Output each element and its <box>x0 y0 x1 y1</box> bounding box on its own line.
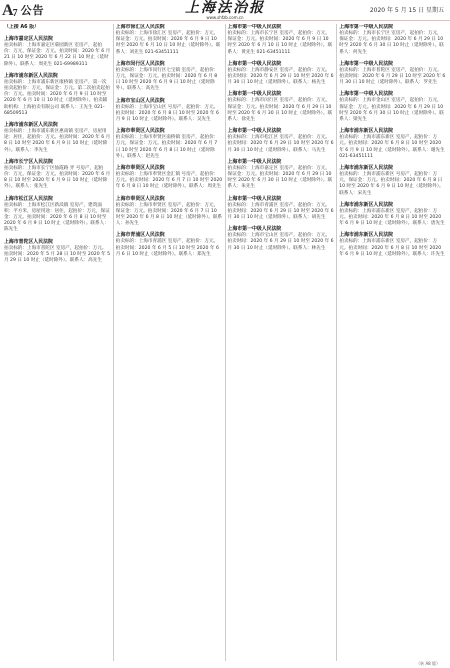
notice-body: 拍卖标的：上海市金山区 室房产，起拍价：万元，保证金：万元。拍卖时间：2020 年 6 月 29 日 10 时至 2020 年 6 月 30 日 10 时止（延时除外）。联系人：梁先生 <box>339 98 444 123</box>
page-header <box>0 0 450 21</box>
notice-body: 拍卖标的：上海市浦东新区康桥镇 室房产，第一次拍卖起拍价：万元，保证金：万元。第二次拍卖起拍价：万元。拍卖时间：2020 年 6 月 9 日 10 时至 2020 年 6 月 10 日 10 时止（延时除外）。拍卖辅助机构：上海拍卖有限公司 联系人：王先生 021-68509513 <box>4 79 110 116</box>
notice-title: 上海市第一中级人民法院 <box>339 24 394 30</box>
notice-body: 拍卖标的：上海市松江区新浜镇 室房产，建筑面积：平方米，房屋用途：居住，起拍价：万元，保证金：万元。拍卖时间：2020 年 6 月 8 日 10 时至 2020 年 6 月 9 日 10 时止（延时除外）。联系人：陈先生 <box>4 202 110 233</box>
notice-body: 拍卖标的：上海市青浦区 室房产，起拍价：万元。拍卖时间：2020 年 6 月 29 日 10 时至 2020 年 6 月 30 日 10 时止（延时除外）。联系人：胡先生 <box>227 202 334 221</box>
notice-body: 拍卖标的：上海市宝山区 号房产，起拍价：万元。拍卖时间：2020 年 6 月 8 日 10 时至 2020 年 6 月 9 日 10 时止（延时除外）。联系人：吴先生 <box>115 104 219 123</box>
notice-body: 拍卖标的：上海市徐汇区 室房产，起拍价：万元，保证金：万元。拍卖时间：2020 年 6 月 9 日 10 时至 2020 年 6 月 10 日 10 时止（延时除外）。联系人：刘先生 021-63451111 <box>115 31 221 55</box>
notice-item <box>116 232 223 258</box>
notice-title: 上海市第一中级人民法院 <box>227 24 282 30</box>
notice-item <box>228 91 335 123</box>
notice-item <box>339 24 446 56</box>
notice-title: 上海市奉贤区人民法院 <box>115 165 165 172</box>
notice-item <box>4 73 111 117</box>
notice-item <box>4 159 111 191</box>
notice-item <box>116 165 223 191</box>
notice-item <box>339 165 446 197</box>
notice-body: 拍卖标的：上海市静安区 室房产，起拍价：万元。拍卖时间：2020 年 6 月 29 日 10 时至 2020 年 6 月 30 日 10 时止（延时除外）。联系人：杨先生 <box>227 67 334 86</box>
notice-item <box>116 24 223 56</box>
column-2 <box>114 24 226 661</box>
notice-title: 上海市第一中级人民法院 <box>227 91 282 98</box>
notice-item <box>116 128 223 160</box>
notice-title: 上海市浦东新区人民法院 <box>339 165 394 172</box>
notice-body: 拍卖标的：上海市奉贤区金汇镇 号房产，起拍价：万元。拍卖时间：2020 年 6 月 7 日 10 时至 2020 年 6 月 8 日 10 时止（延时除外）。联系人：周先生 <box>115 172 223 190</box>
notice-title: 上海市浦东新区人民法院 <box>339 232 394 239</box>
notice-item <box>228 196 335 222</box>
notice-item <box>116 61 223 93</box>
notice-title: 上海市闵行区人民法院 <box>115 60 165 67</box>
notice-title: 上海市长宁区人民法院 <box>4 158 53 165</box>
notice-body: 拍卖标的：上海市嘉定区菊园新区 室房产，起拍价：万元，保证金：万元。拍卖时间：2020 年 6 月 21 日 10 时至 2020 年 6 月 22 日 10 时止（延时除外）。联系人：周先生 021-69989311 <box>4 43 111 67</box>
notice-item <box>116 196 223 228</box>
notice-title: 上海市奉贤区人民法院 <box>115 195 165 202</box>
column-3 <box>226 24 338 661</box>
notice-item <box>228 128 335 154</box>
column-1 <box>2 24 114 661</box>
notice-item <box>116 98 223 124</box>
notice-title: 上海市第一中级人民法院 <box>339 60 394 67</box>
notice-title: 上海市第一中级人民法院 <box>227 226 282 233</box>
notice-body: 拍卖标的：上海市长宁区仙霞路 弄 号房产，起拍价：万元，保证金：万元。拍卖时间：2020 年 6 月 8 日 10 时至 2020 年 6 月 9 日 10 时止（延时除外）。联系人：张先生 <box>4 165 111 190</box>
notice-title: 上海市浦东新区人民法院 <box>4 72 58 79</box>
section-name: 公告 <box>20 4 45 17</box>
notice-title: 上海市浦东新区人民法院 <box>4 122 58 129</box>
masthead-block <box>150 1 300 20</box>
issue-date: 2020 年 5 月 15 日 星期五 <box>369 6 444 14</box>
notice-columns <box>0 22 450 661</box>
notice-title: 上海市嘉定区人民法院 <box>4 36 53 42</box>
masthead-title: 上海法治报 <box>185 0 265 16</box>
notice-title: 上海市第一中级人民法院 <box>227 128 282 135</box>
notice-item <box>4 36 111 68</box>
notice-body: 拍卖标的：上海市嘉定区 室房产，起拍价：万元，保证金：万元。拍卖时间：2020 年 6 月 29 日 10 时至 2020 年 6 月 30 日 10 时止（延时除外）。联系人：朱先生 <box>227 165 333 190</box>
notice-title: 上海市松江区人民法院 <box>4 195 53 202</box>
notice-title: 上海市宝山区人民法院 <box>115 97 165 104</box>
notice-title: （上接 A6 版） <box>4 24 40 30</box>
notice-item <box>339 202 446 228</box>
notice-item <box>4 24 111 31</box>
notice-body: 拍卖标的：上海市浦东新区 号房产，起拍价：万元，保证金：万元。拍卖时间：2020 年 6 月 8 日 10 时至 2020 年 6 月 9 日 10 时止（延时除外）。联系人：宋先生 <box>339 172 444 196</box>
notice-body: 拍卖标的：上海市长宁区 室房产，起拍价：万元，保证金：万元。拍卖时间：2020 年 6 月 9 日 10 时至 2020 年 6 月 10 日 10 时止（延时除外）。联系人：黄先生 021-63451111 <box>227 31 333 55</box>
notice-body: 拍卖标的：上海市松江区 室房产，起拍价：万元。拍卖时间：2020 年 6 月 29 日 10 时至 2020 年 6 月 30 日 10 时止（延时除外）。联系人：马先生 <box>227 135 334 153</box>
header-left <box>0 1 150 19</box>
notice-title: 上海市浦东新区人民法院 <box>339 201 394 208</box>
notice-title: 上海市普陀区人民法院 <box>4 238 53 245</box>
notice-item <box>339 128 446 160</box>
notice-body: 拍卖标的：上海市奉贤区南桥镇 室房产，起拍价：万元，保证金：万元。拍卖时间：2020 年 6 月 7 日 10 时至 2020 年 6 月 8 日 10 时止（延时除外）。联系人：赵先生 <box>115 135 219 159</box>
notice-body: 拍卖标的：上海市普陀区 室房产，起拍价：万元。拍卖时间：2020 年 6 月 29 日 10 时至 2020 年 6 月 30 日 10 时止（延时除外）。联系人：罗先生 <box>339 67 446 86</box>
notice-title: 上海市第一中级人民法院 <box>339 91 394 98</box>
notice-title: 上海市青浦区人民法院 <box>115 232 165 239</box>
notice-body: 拍卖标的：上海市闵行区 室房产，起拍价：万元，保证金：万元。拍卖时间：2020 年 6 月 29 日 10 时至 2020 年 6 月 30 日 10 时止（延时除外）。联系人：徐先生 <box>227 98 333 123</box>
notice-body: 拍卖标的：上海市浦东新区惠南镇 室房产，房屋用途：居住，起拍价：万元。拍卖时间：2020 年 6 月 8 日 10 时至 2020 年 6 月 9 日 10 时止（延时除外）。联系人：李先生 <box>4 129 111 153</box>
notice-body: 拍卖标的：上海市长宁区 室房产，起拍价：万元，保证金：万元。拍卖时间：2020 年 6 月 29 日 10 时至 2020 年 6 月 30 日 10 时止（延时除外）。联系人：何先生 <box>339 31 444 55</box>
notice-item <box>4 122 111 154</box>
notice-item <box>339 232 446 258</box>
notice-item <box>4 239 111 265</box>
page-letter: A <box>2 2 14 19</box>
notice-title: 上海市第一中级人民法院 <box>227 158 282 165</box>
notice-body: 拍卖标的：上海市浦东新区 室房产，起拍价：万元。拍卖时间：2020 年 6 月 8 日 10 时至 2020 年 6 月 9 日 10 时止（延时除外）。联系人：许先生 <box>339 239 445 257</box>
notice-item <box>228 61 335 87</box>
column-4 <box>337 24 448 661</box>
notice-item <box>228 159 335 191</box>
notice-body: 拍卖标的：上海市浦东新区 室房产，起拍价：万元。拍卖时间：2020 年 6 月 8 日 10 时至 2020 年 6 月 9 日 10 时止（延时除外）。联系人：唐先生 <box>339 208 445 227</box>
notice-body: 拍卖标的：上海市奉贤区 室房产，起拍价：万元，保证金：万元。拍卖时间：2020 年 6 月 7 日 10 时至 2020 年 6 月 8 日 10 时止（延时除外）。联系人：孙先生 <box>115 202 223 227</box>
page-number-mark <box>2 1 18 19</box>
notice-item <box>339 61 446 87</box>
notice-body: 拍卖标的：上海市青浦区 室房产，起拍价：万元。拍卖时间：2020 年 6 月 5 日 10 时至 2020 年 6 月 6 日 10 时止（延时除外）。联系人：郑先生 <box>115 239 219 257</box>
page-number: 7 <box>12 8 18 19</box>
notice-item <box>4 196 111 234</box>
notice-title: 上海市第一中级人民法院 <box>227 60 282 67</box>
notice-body: 拍卖标的：上海市宝山区 室房产，起拍价：万元。拍卖时间：2020 年 6 月 29 日 10 时至 2020 年 6 月 30 日 10 时止（延时除外）。联系人：林先生 <box>227 233 334 251</box>
notice-title: 上海市第一中级人民法院 <box>227 195 282 202</box>
notice-item <box>228 24 335 56</box>
notice-title: 上海市奉贤区人民法院 <box>115 128 165 135</box>
notice-body: 拍卖标的：上海市闵行区七宝镇 室房产，起拍价：万元，保证金：万元。拍卖时间：2020 年 6 月 8 日 10 时至 2020 年 6 月 9 日 10 时止（延时除外）。联系人：高先生 <box>115 67 219 92</box>
notice-item <box>228 226 335 252</box>
notice-body: 拍卖标的：上海市浦东新区 室房产，起拍价：万元。拍卖时间：2020 年 6 月 8 日 10 时至 2020 年 6 月 9 日 10 时止（延时除外）。联系人：谢先生 021-63451111 <box>339 135 445 159</box>
masthead-url: www.shfzb.com.cn <box>206 14 244 20</box>
notice-title: 上海市浦东新区人民法院 <box>339 128 394 135</box>
continuation-note: （转 A8 版） <box>416 661 440 666</box>
notice-body: 拍卖标的：上海市普陀区 室房产，起拍价：万元。拍卖时间：2020 年 5 月 28 日 10 时至 2020 年 5 月 29 日 10 时止（延时除外）。联系人：高先生 <box>4 245 111 264</box>
notice-title: 上海市徐汇区人民法院 <box>115 24 165 30</box>
notice-item <box>339 91 446 123</box>
